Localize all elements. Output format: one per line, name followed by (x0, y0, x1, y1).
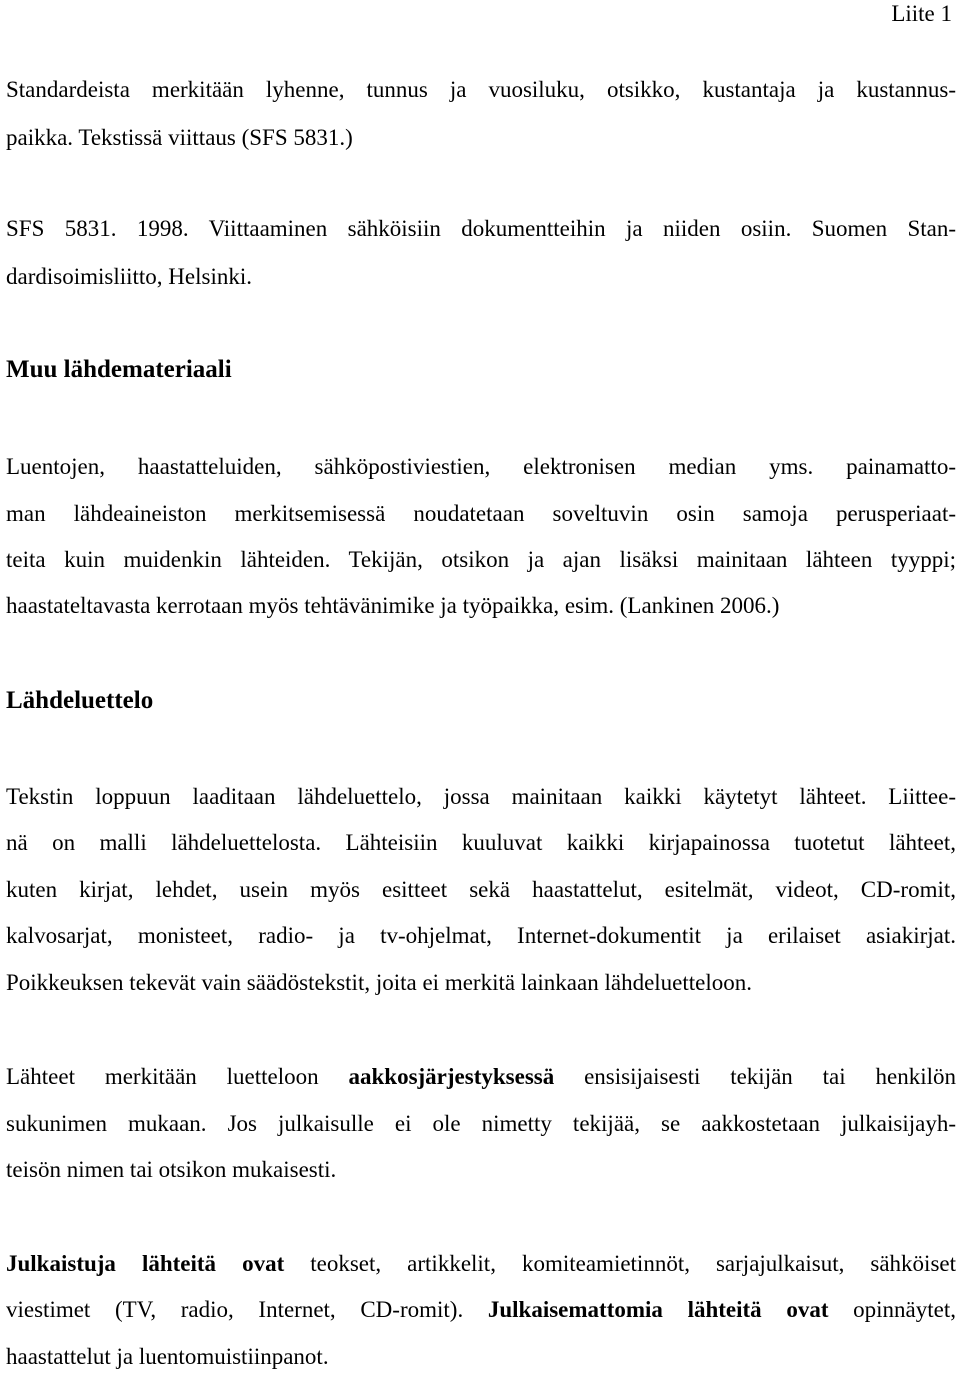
bibliography-p3-line-1 (6, 1250, 956, 1278)
attachment-label: Liite 1 (891, 1, 952, 26)
p3-line1-post: teokset, artikkelit, komiteamietinnöt, sarjajulkaisut, sähköiset (284, 1251, 956, 1276)
bibliography-p2-line-2: sukunimen mukaan. Jos julkaisulle ei ole nimetty tekijää, se aakkostetaan julkaisijayh- (6, 1111, 956, 1136)
p2-line1-pre: Lähteet merkitään luetteloon (6, 1064, 349, 1089)
emphasis-published-sources: Julkaistuja lähteitä ovat (6, 1251, 285, 1276)
bibliography-p1-line-4: kalvosarjat, monisteet, radio- ja tv-ohjelmat, Internet-dokumentit ja erilaiset asiakirjat. (6, 923, 956, 948)
other-material-line-1: Luentojen, haastatteluiden, sähköpostiviestien, elektronisen median yms. painamatto- (6, 454, 956, 479)
heading-other-material: Muu lähdemateriaali (6, 356, 232, 383)
p2-line1-post: ensisijaisesti tekijän tai henkilön (554, 1064, 956, 1089)
standards-text-line-2: paikka. Tekstissä viittaus (SFS 5831.) (6, 125, 353, 150)
bibliography-p1-line-5: Poikkeuksen tekevät vain säädöstekstit, joita ei merkitä lainkaan lähdeluetteloon. (6, 970, 753, 995)
heading-bibliography: Lähdeluettelo (6, 687, 154, 714)
bibliography-p1-line-2: nä on malli lähdeluettelosta. Lähteisiin kuuluvat kaikki kirjapainossa tuotetut lähteet, (6, 830, 956, 855)
p3-line2-pre: viestimet (TV, radio, Internet, CD-romit). (6, 1297, 488, 1322)
standards-text-line-1: Standardeista merkitään lyhenne, tunnus ja vuosiluku, otsikko, kustantaja ja kustannus- (6, 77, 956, 102)
standards-example-line-2: dardisoimisliitto, Helsinki. (6, 264, 252, 289)
other-material-line-2: man lähdeaineiston merkitsemisessä noudatetaan soveltuvin osin samoja perusperiaat- (6, 501, 956, 526)
bibliography-p3-line-3: haastattelut ja luentomuistiinpanot. (6, 1344, 329, 1369)
emphasis-alphabetical: aakkosjärjestyksessä (348, 1064, 555, 1089)
bibliography-p2-line-1 (6, 1063, 956, 1091)
other-material-line-3: teita kuin muidenkin lähteiden. Tekijän, otsikon ja ajan lisäksi mainitaan lähteen tyyppi; (6, 547, 956, 572)
p3-line2-post: opinnäytet, (828, 1297, 956, 1322)
bibliography-p1-line-1: Tekstin loppuun laaditaan lähdeluettelo, jossa mainitaan kaikki käytetyt lähteet. Liittee- (6, 784, 956, 809)
standards-example-line-1: SFS 5831. 1998. Viittaaminen sähköisiin dokumentteihin ja niiden osiin. Suomen Stan- (6, 216, 956, 241)
emphasis-unpublished-sources: Julkaisemattomia lähteitä ovat (487, 1297, 829, 1322)
other-material-line-4: haastateltavasta kerrotaan myös tehtävänimike ja työpaikka, esim. (Lankinen 2006.) (6, 593, 780, 618)
bibliography-p2-line-3: teisön nimen tai otsikon mukaisesti. (6, 1157, 337, 1182)
bibliography-p3-line-2 (6, 1296, 956, 1324)
bibliography-p1-line-3: kuten kirjat, lehdet, usein myös esitteet sekä haastattelut, esitelmät, videot, CD-romit, (6, 877, 956, 902)
